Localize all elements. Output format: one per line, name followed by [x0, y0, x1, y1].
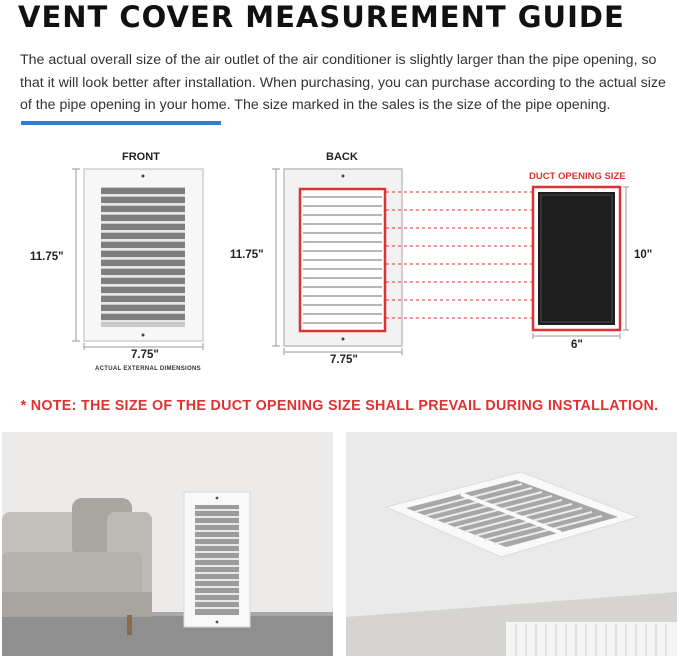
wall-vent-photo	[2, 432, 333, 656]
duct-width-label: 6"	[571, 339, 583, 351]
duct-opening-label: DUCT OPENING SIZE	[529, 171, 626, 182]
duct-opening	[538, 192, 615, 325]
duct-height-label: 10"	[634, 249, 653, 261]
window-blinds	[506, 622, 677, 656]
connector-lines	[386, 190, 536, 330]
description-text: The actual overall size of the air outlet of the air conditioner is slightly larger than the pipe opening, so that it will look better after installation. When purchasing, you can purchase according to the actual size of the pipe opening in your home. The size marked in the sales is the size of the pipe opening.	[20, 52, 666, 113]
page-title: VENT COVER MEASUREMENT GUIDE	[18, 0, 625, 34]
front-width-label: 7.75"	[131, 349, 159, 361]
front-louvers	[101, 188, 185, 322]
back-width-label: 7.75"	[330, 354, 358, 366]
duct-opening-diagram	[530, 184, 630, 344]
ceiling-vent-photo	[346, 432, 677, 656]
back-label: BACK	[326, 151, 358, 163]
front-height-label: 11.75"	[30, 251, 64, 263]
external-dimensions-note: ACTUAL EXTERNAL DIMENSIONS	[95, 366, 201, 372]
front-vent-diagram	[70, 165, 210, 350]
installation-note: * NOTE: THE SIZE OF THE DUCT OPENING SIZE SHALL PREVAIL DURING INSTALLATION.	[20, 398, 659, 414]
front-label: FRONT	[122, 151, 160, 163]
back-height-label: 11.75"	[230, 249, 264, 261]
wall-vent	[184, 492, 250, 627]
accent-divider	[21, 121, 221, 125]
sofa	[2, 498, 152, 635]
